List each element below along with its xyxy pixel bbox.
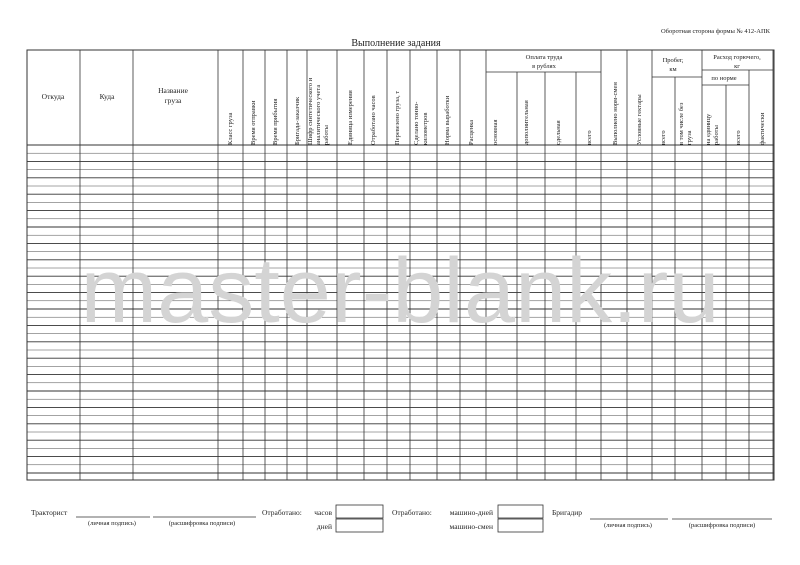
hours-box[interactable] xyxy=(336,505,383,518)
col-pay-additional: дополнительная xyxy=(523,100,530,145)
col-mileage-total: всего xyxy=(660,130,667,145)
col-fuel-norm: по норме xyxy=(711,75,737,82)
col-fuel-group-2: кг xyxy=(734,63,740,70)
col-mileage-loaded-1: в том числе без xyxy=(678,102,685,145)
signature-decoding-caption: (расшифровка подписи) xyxy=(168,520,236,527)
col-from: Откуда xyxy=(41,92,65,101)
table-title: Выполнение задания xyxy=(351,38,441,49)
col-code-3: работы xyxy=(323,125,330,145)
col-fuel-group-1: Расход горючего, xyxy=(713,54,761,61)
col-mileage-group-2: км xyxy=(669,66,677,73)
col-arrival-time: Время прибытия xyxy=(272,98,279,145)
col-pay-group-1: Оплата труда xyxy=(525,54,563,61)
col-departure-time: Время отправки xyxy=(250,100,257,145)
hours-label: часов xyxy=(314,508,332,517)
col-rate: Расценка xyxy=(468,119,475,145)
tractor-driver-label: Тракторист xyxy=(31,508,68,517)
col-fuel-per-unit-1: на единицу xyxy=(705,113,712,145)
col-cargo-name-1: Название xyxy=(158,86,188,95)
col-pay-basic: основная xyxy=(492,119,499,145)
col-output-norm: Норма выработки xyxy=(444,95,451,145)
watermark: master-blank.ru xyxy=(80,240,720,342)
col-fuel-norm-total: всего xyxy=(735,130,742,145)
col-mileage-group-1: Пробег, xyxy=(662,57,684,64)
col-code-2: аналитического учета xyxy=(315,84,322,145)
signature-decoding-caption-2: (расшифровка подписи) xyxy=(688,522,756,529)
col-pay-total: всего xyxy=(586,130,593,145)
machine-shifts-label: машино-смен xyxy=(449,522,493,531)
days-box[interactable] xyxy=(336,519,383,532)
col-tonne-km-1: Сделано тонно- xyxy=(413,101,420,145)
col-brigade-customer: Бригада-заказчик xyxy=(294,96,301,145)
col-to: Куда xyxy=(99,92,115,101)
personal-signature-caption: (личная подпись) xyxy=(88,520,136,527)
worked-label-1: Отработано: xyxy=(262,508,302,517)
col-unit: Единица измерения xyxy=(347,90,354,145)
col-cargo-name-2: груза xyxy=(164,96,182,105)
col-cargo-moved: Перевезено груза, т xyxy=(394,90,401,145)
col-norm-shifts: Выполнено норм-смен xyxy=(612,82,619,145)
col-pay-piecework: сдельная xyxy=(555,120,562,145)
table-header xyxy=(42,54,766,145)
col-hours-worked: Отработано часов xyxy=(370,95,377,145)
footer-labels xyxy=(31,508,755,531)
brigadier-label: Бригадир xyxy=(552,508,583,517)
machine-days-box[interactable] xyxy=(498,505,543,518)
machine-days-label: машино-дней xyxy=(449,508,493,517)
col-pay-group-2: в рублях xyxy=(532,63,556,70)
col-conv-hectares: Условные гектары xyxy=(636,94,643,145)
personal-signature-caption-2: (личная подпись) xyxy=(604,522,652,529)
days-label: дней xyxy=(316,522,332,531)
worked-label-2: Отработано: xyxy=(392,508,432,517)
col-cargo-class: Класс груза xyxy=(227,112,234,145)
col-tonne-km-2: километров xyxy=(422,112,429,145)
col-mileage-loaded-2: груза xyxy=(686,130,693,145)
form-code: Оборотная сторона формы № 412-АПК xyxy=(660,28,770,35)
col-fuel-actual: фактически xyxy=(759,112,766,145)
col-code-1: Шифр синтетического и xyxy=(307,77,314,145)
machine-shifts-box[interactable] xyxy=(498,519,543,532)
col-fuel-per-unit-2: работы xyxy=(713,125,720,145)
